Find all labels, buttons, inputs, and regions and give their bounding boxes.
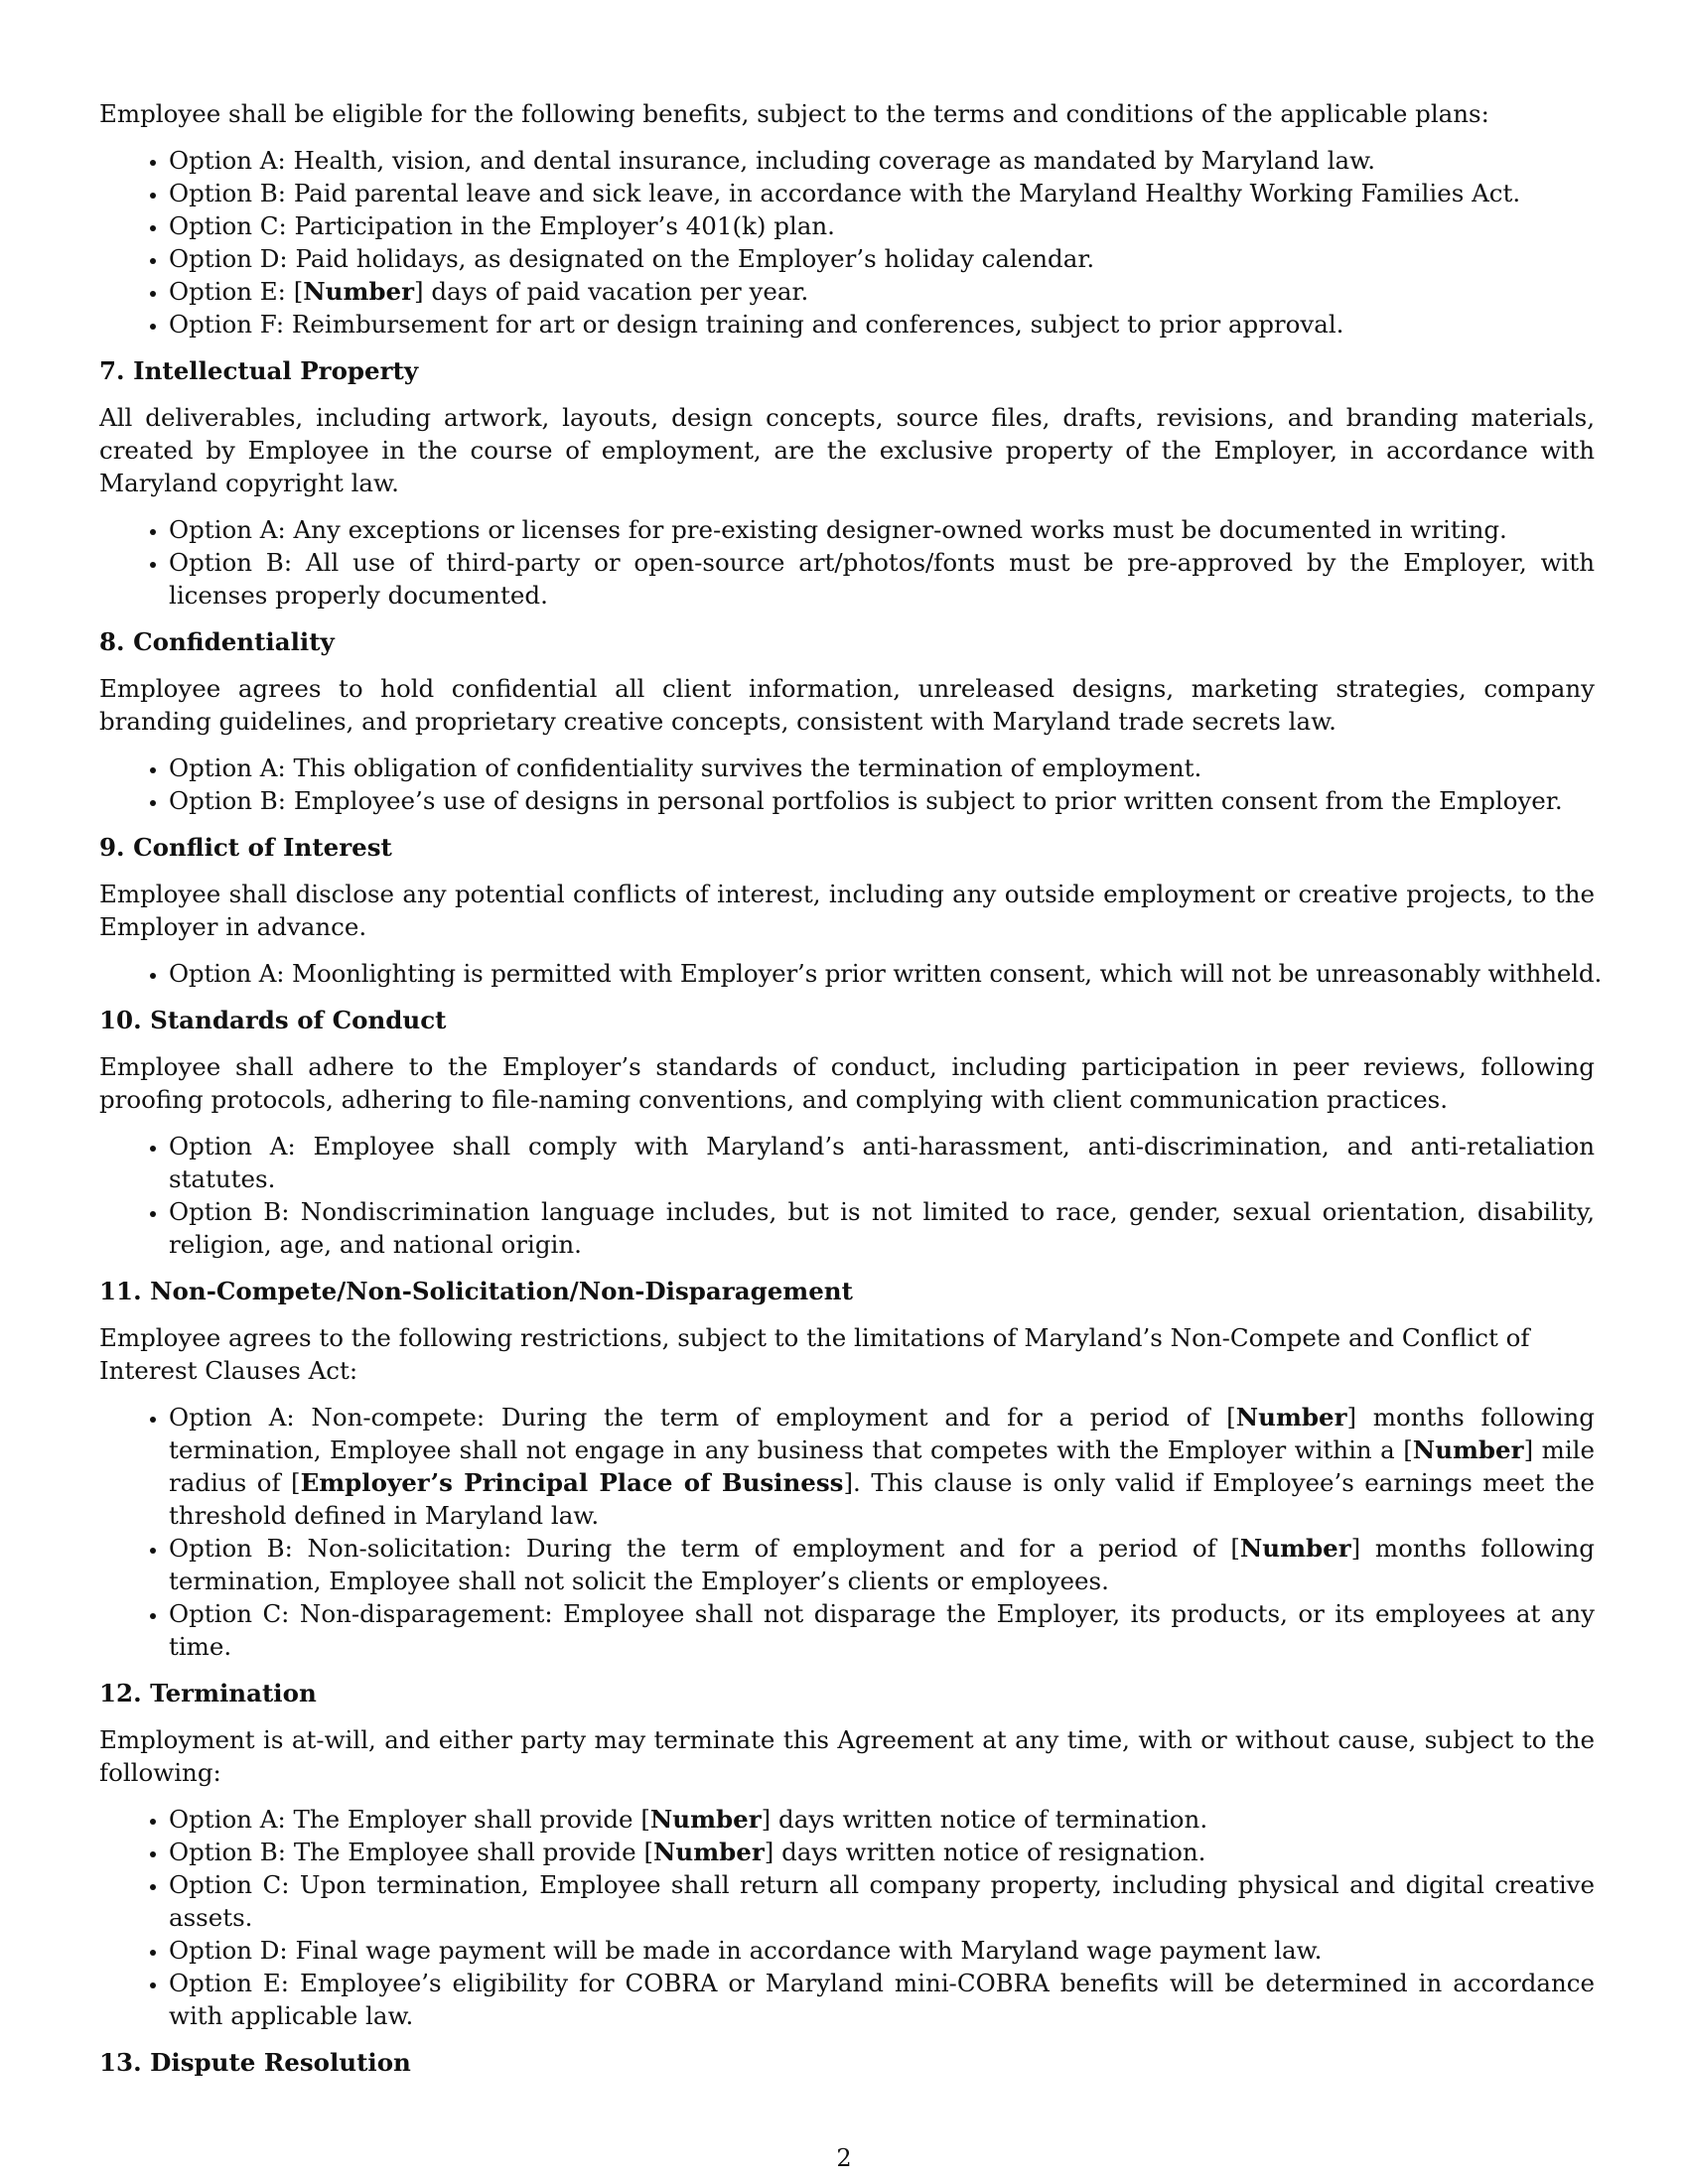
list-item: • Option A: The Employer shall provide [Number] days written notice of termination. <box>169 1803 1595 1836</box>
list-item: • Option C: Participation in the Employer’s 401(k) plan. <box>169 209 1595 242</box>
section-text: Employee agrees to hold confidential all client information, unreleased designs, marketing strategies, company branding guidelines, and proprietary creative concepts, consistent with Maryland trade secrets law. <box>99 674 1595 736</box>
options-list <box>99 1803 1595 2032</box>
options-list <box>99 957 1603 990</box>
list-item: • Option B: Nondiscrimination language includes, but is not limited to race, gender, sexual orientation, disability, religion, age, and national origin. <box>169 1195 1595 1261</box>
list-item: • Option B: The Employee shall provide [Number] days written notice of resignation. <box>169 1836 1595 1868</box>
section-text: All deliverables, including artwork, layouts, design concepts, source files, drafts, revisions, and branding materials, created by Employee in the course of employment, are the exclusive property of the Employer, in accordance with Maryland copyright law. <box>99 403 1595 497</box>
list-item: • Option D: Final wage payment will be made in accordance with Maryland wage payment law. <box>169 1934 1595 1967</box>
list-item: • Option A: This obligation of confidentiality survives the termination of employment. <box>169 751 1595 784</box>
list-item: • Option A: Health, vision, and dental insurance, including coverage as mandated by Maryland law. <box>169 144 1595 177</box>
list-item: • Option B: Non-solicitation: During the term of employment and for a period of [Number] months following termination, Employee shall not solicit the Employer’s clients or employees. <box>169 1532 1595 1597</box>
section-text: Employee shall adhere to the Employer’s standards of conduct, including participation in peer reviews, following proofing protocols, adhering to file-naming conventions, and complying with client communication practices. <box>99 1052 1595 1114</box>
list-item: • Option C: Non-disparagement: Employee shall not disparage the Employer, its products, or its employees at any time. <box>169 1597 1595 1663</box>
document-page <box>99 97 1603 2093</box>
list-item: • Option B: All use of third-party or open-source art/photos/fonts must be pre-approved by the Employer, with licenses properly documented. <box>169 546 1595 612</box>
list-item: • Option B: Employee’s use of designs in personal portfolios is subject to prior written consent from the Employer. <box>169 784 1595 817</box>
section-heading-conflict-of-interest: 9. Conflict of Interest <box>99 833 392 862</box>
options-list <box>99 1401 1595 1663</box>
section-heading-confidentiality: 8. Confidentiality <box>99 627 335 656</box>
options-list <box>99 1130 1595 1261</box>
section-heading-standards-of-conduct: 10. Standards of Conduct <box>99 1006 447 1034</box>
section-heading-non-compete: 11. Non-Compete/Non-Solicitation/Non-Disparagement <box>99 1277 853 1305</box>
list-item: • Option F: Reimbursement for art or design training and conferences, subject to prior approval. <box>169 308 1595 341</box>
list-item: • Option C: Upon termination, Employee shall return all company property, including physical and digital creative assets. <box>169 1868 1595 1934</box>
page-number: 2 <box>836 2144 852 2172</box>
list-item: • Option A: Non-compete: During the term of employment and for a period of [Number] months following termination, Employee shall not engage in any business that competes with the Employer within a [Number] mile radius of [Employer’s Principal Place of Business]. This clause is only valid if Employee’s earnings meet the threshold defined in Maryland law. <box>169 1401 1595 1532</box>
section-text: Employee agrees to the following restrictions, subject to the limitations of Maryland’s Non-Compete and Conflict of Interest Clauses Act: <box>99 1323 1530 1385</box>
section-heading-termination: 12. Termination <box>99 1679 317 1707</box>
list-item: • Option A: Employee shall comply with Maryland’s anti-harassment, anti-discrimination, and anti-retaliation statutes. <box>169 1130 1595 1195</box>
list-item: • Option E: Employee’s eligibility for COBRA or Maryland mini-COBRA benefits will be determined in accordance with applicable law. <box>169 1967 1595 2032</box>
list-item: • Option E: [Number] days of paid vacation per year. <box>169 275 1595 308</box>
options-list <box>99 751 1595 817</box>
section-heading-dispute-resolution: 13. Dispute Resolution <box>99 2048 411 2077</box>
list-item: • Option D: Paid holidays, as designated on the Employer’s holiday calendar. <box>169 242 1595 275</box>
options-list <box>99 513 1595 612</box>
section-text: Employment is at-will, and either party may terminate this Agreement at any time, with or without cause, subject to the following: <box>99 1725 1595 1787</box>
section-heading-intellectual-property: 7. Intellectual Property <box>99 356 419 385</box>
list-item: • Option A: Moonlighting is permitted with Employer’s prior written consent, which will not be unreasonably withheld. <box>169 957 1595 990</box>
list-item: • Option A: Any exceptions or licenses for pre-existing designer-owned works must be documented in writing. <box>169 513 1595 546</box>
section-text: Employee shall disclose any potential conflicts of interest, including any outside employment or creative projects, to the Employer in advance. <box>99 880 1595 941</box>
benefits-intro: Employee shall be eligible for the following benefits, subject to the terms and conditions of the applicable plans: <box>99 99 1489 128</box>
list-item: • Option B: Paid parental leave and sick leave, in accordance with the Maryland Healthy Working Families Act. <box>169 177 1595 209</box>
benefits-list <box>99 144 1595 341</box>
